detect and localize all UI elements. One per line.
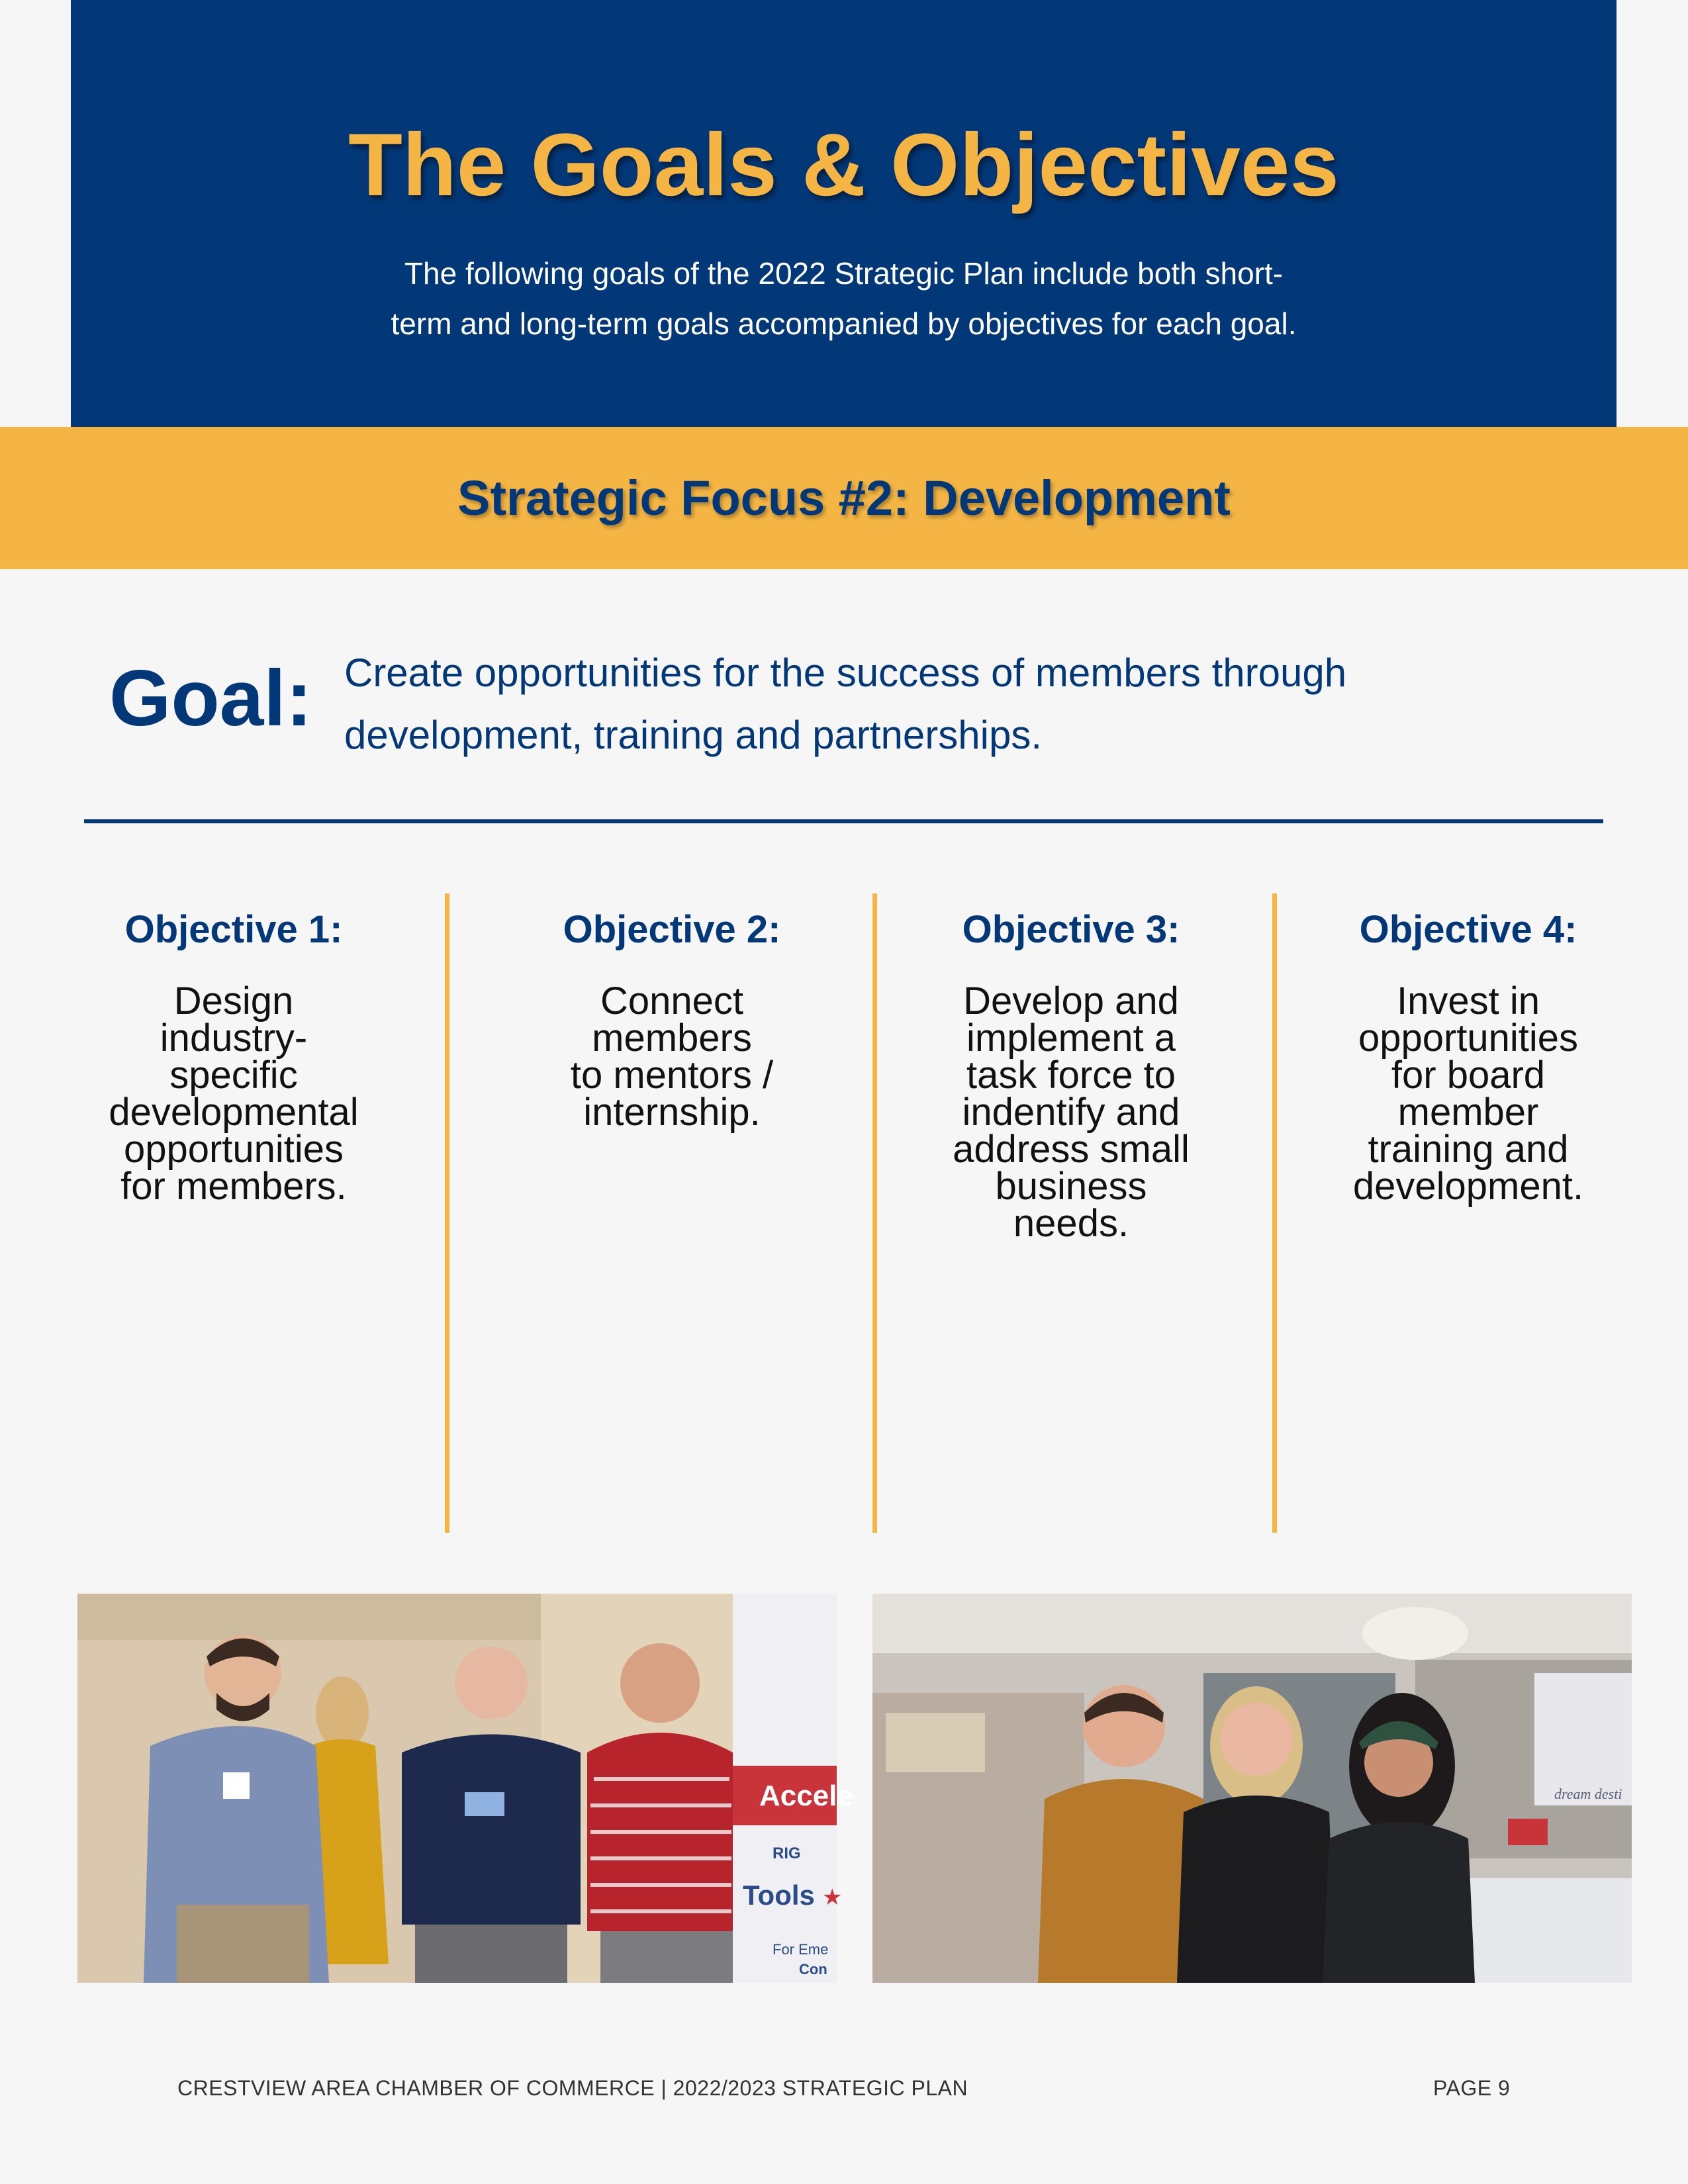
objective-line: needs. bbox=[1013, 1202, 1129, 1245]
objective-line: for board bbox=[1391, 1054, 1546, 1097]
svg-text:RIG: RIG bbox=[773, 1844, 801, 1862]
objective-line: to mentors / bbox=[570, 1054, 774, 1097]
objective-text bbox=[919, 979, 1223, 1245]
objective-text bbox=[1316, 979, 1620, 1208]
objective-line: opportunities bbox=[1358, 1017, 1579, 1060]
objective-line: internship. bbox=[583, 1091, 761, 1134]
objective-line: Develop and bbox=[963, 979, 1179, 1023]
objective-3 bbox=[919, 900, 1223, 1245]
objective-line: training and bbox=[1368, 1128, 1569, 1171]
objective-heading: Objective 1: bbox=[124, 908, 343, 951]
objective-1 bbox=[81, 900, 386, 1208]
objective-line: member bbox=[1397, 1091, 1539, 1134]
page-number: PAGE 9 bbox=[1433, 2076, 1511, 2100]
column-divider bbox=[872, 893, 877, 1533]
objective-heading: Objective 2: bbox=[563, 908, 781, 951]
objective-line: industry- bbox=[160, 1017, 308, 1060]
objective-line: task force to bbox=[966, 1054, 1176, 1097]
objective-line: specific bbox=[169, 1054, 298, 1097]
header-banner bbox=[71, 0, 1617, 427]
objective-line: indentify and bbox=[962, 1091, 1180, 1134]
objective-line: opportunities bbox=[123, 1128, 344, 1171]
svg-text:★: ★ bbox=[822, 1885, 843, 1910]
objective-line: address small bbox=[953, 1128, 1190, 1171]
intro-text bbox=[71, 248, 1617, 349]
objective-heading: Objective 4: bbox=[1359, 908, 1577, 951]
networking-event-illustration bbox=[77, 1594, 853, 1983]
svg-text:Tools: Tools bbox=[743, 1880, 815, 1911]
objective-line: members bbox=[592, 1017, 752, 1060]
svg-text:Accele: Accele bbox=[759, 1780, 853, 1812]
divider-rule bbox=[84, 819, 1603, 823]
goal-text-line: Create opportunities for the success of members through bbox=[344, 651, 1347, 695]
objective-line: developmental bbox=[109, 1091, 359, 1134]
goal-label: Goal: bbox=[109, 654, 312, 743]
intro-line: The following goals of the 2022 Strategic Plan include both short- bbox=[404, 256, 1284, 291]
column-divider bbox=[445, 893, 449, 1533]
objective-line: implement a bbox=[966, 1017, 1176, 1060]
objective-line: Invest in bbox=[1397, 979, 1540, 1023]
strategic-focus-band bbox=[0, 427, 1688, 569]
page-title: The Goals & Objectives bbox=[348, 116, 1339, 214]
column-divider bbox=[1272, 893, 1277, 1533]
objective-text bbox=[520, 979, 824, 1134]
strategic-focus-title: Strategic Focus #2: Development bbox=[457, 471, 1231, 525]
svg-text:dream desti: dream desti bbox=[1554, 1786, 1622, 1802]
objective-heading: Objective 3: bbox=[962, 908, 1180, 951]
footer-organization: CRESTVIEW AREA CHAMBER OF COMMERCE | 2022/2023 STRATEGIC PLAN bbox=[177, 2076, 968, 2100]
showroom-group-photo bbox=[872, 1594, 1632, 1983]
objective-line: business bbox=[995, 1165, 1147, 1208]
showroom-group-illustration bbox=[872, 1594, 1632, 1983]
intro-line: term and long-term goals accompanied by objectives for each goal. bbox=[391, 306, 1297, 341]
objective-line: development. bbox=[1352, 1165, 1584, 1208]
goal-text-line: development, training and partnerships. bbox=[344, 713, 1042, 757]
objective-line: Connect bbox=[600, 979, 744, 1023]
objective-line: for members. bbox=[120, 1165, 347, 1208]
objective-text bbox=[81, 979, 386, 1208]
networking-event-photo bbox=[77, 1594, 853, 1983]
objective-4 bbox=[1316, 900, 1620, 1208]
svg-text:Con: Con bbox=[799, 1961, 827, 1978]
objective-2 bbox=[520, 900, 824, 1134]
objective-line: Design bbox=[173, 979, 294, 1023]
goal-text bbox=[344, 642, 1470, 766]
svg-text:For Eme: For Eme bbox=[773, 1941, 829, 1958]
